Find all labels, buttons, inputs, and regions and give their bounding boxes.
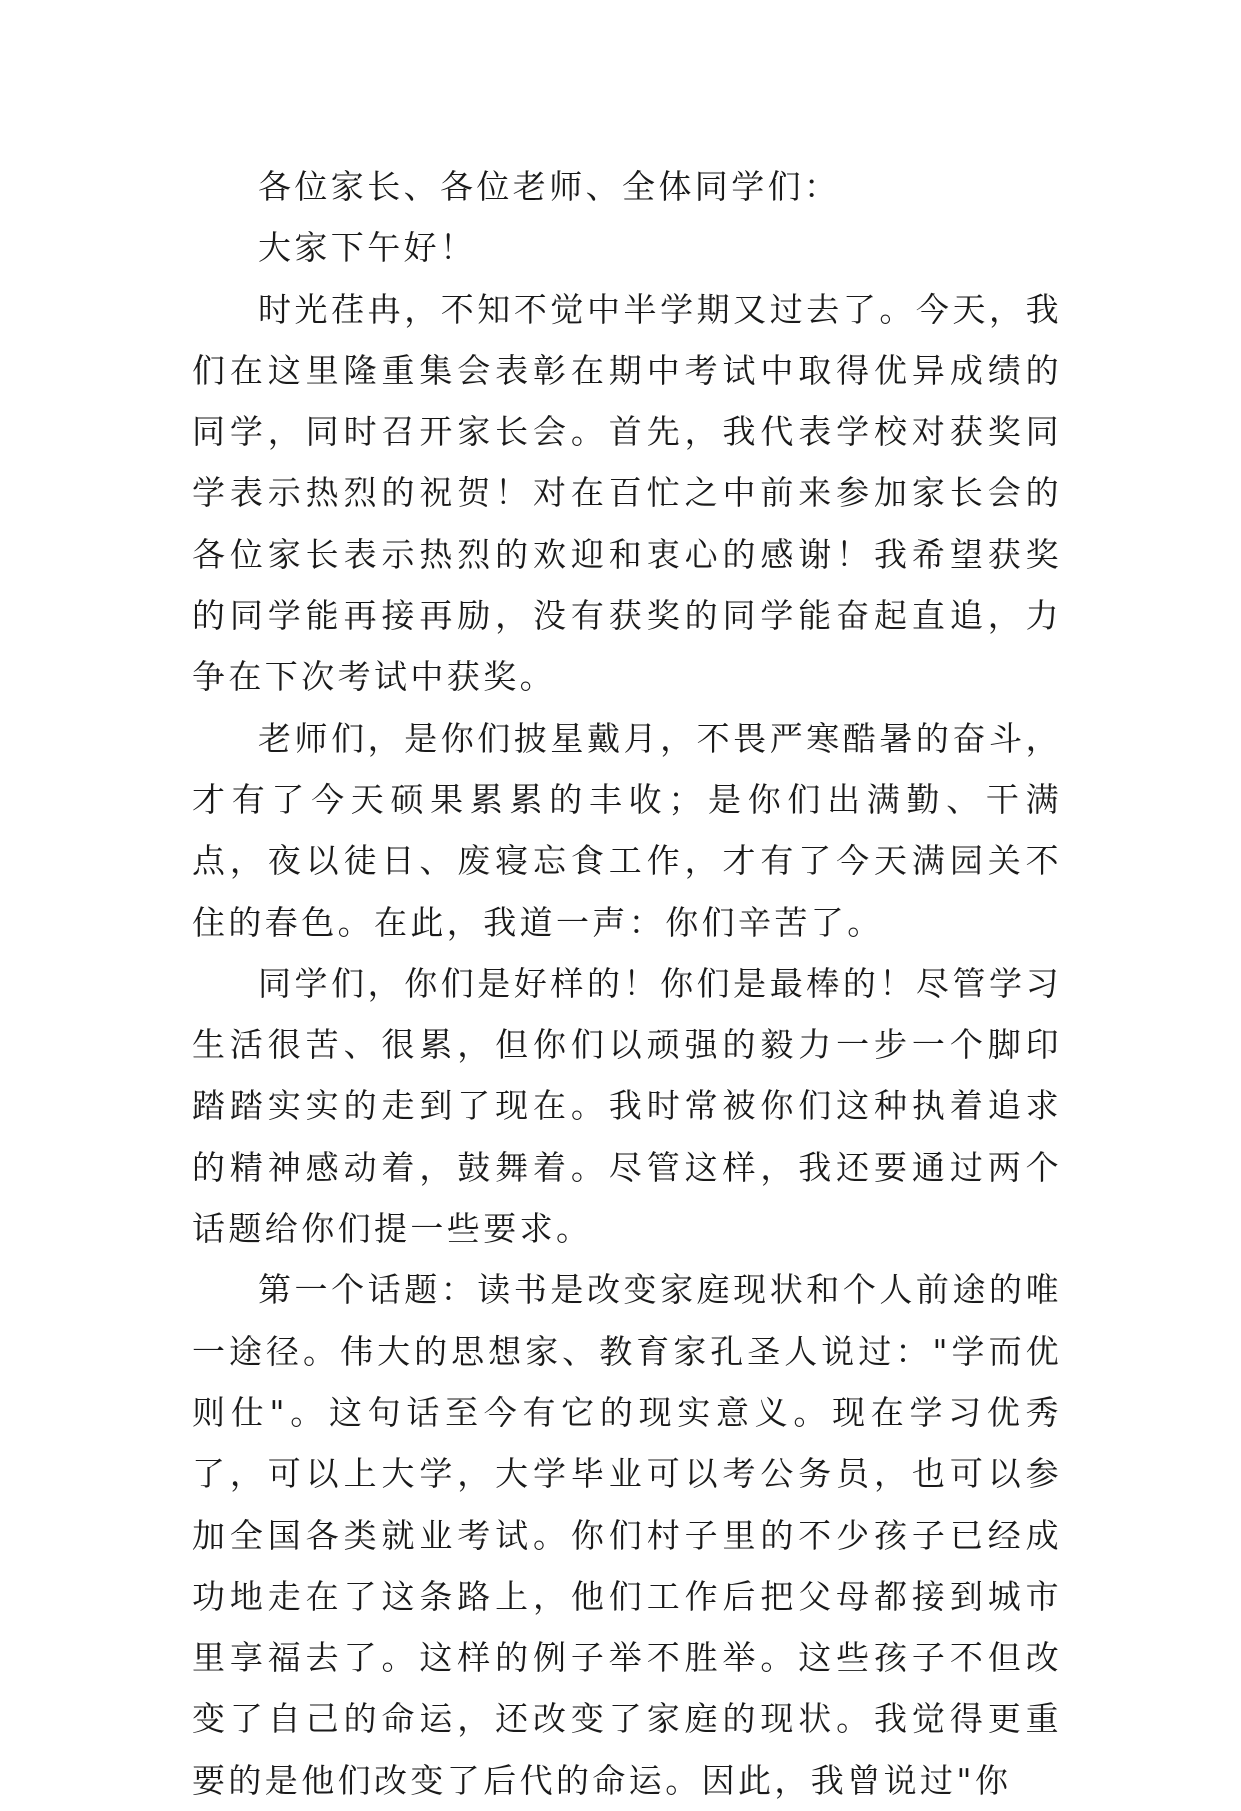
paragraph-students: 同学们，你们是好样的！你们是最棒的！尽管学习生活很苦、很累，但你们以顽强的毅力一步一个脚印踏踏实实的走到了现在。我时常被你们这种执着追求的精神感动着，鼓舞着。尽管这样，我还要通过两个话题给你们提一些要求。 — [192, 963, 1062, 1249]
paragraph-opening: 时光荏冉，不知不觉中半学期又过去了。今天，我们在这里隆重集会表彰在期中考试中取得优异成绩的同学，同时召开家长会。首先，我代表学校对获奖同学表示热烈的祝贺！对在百忙之中前来参加家长会的各位家长表示热烈的欢迎和衷心的感谢！我希望获奖的同学能再接再励，没有获奖的同学能奋起直追，力争在下次考试中获奖。 — [192, 289, 1062, 697]
document-body — [192, 156, 1062, 1811]
paragraph-teachers: 老师们，是你们披星戴月，不畏严寒酷暑的奋斗，才有了今天硕果累累的丰收；是你们出满勤、干满点，夜以徒日、废寝忘食工作，才有了今天满园关不住的春色。在此，我道一声：你们辛苦了。 — [192, 718, 1062, 942]
greeting: 大家下午好！ — [258, 228, 477, 268]
salutation: 各位家长、各位老师、全体同学们： — [258, 167, 841, 206]
paragraph-topic-one: 第一个话题：读书是改变家庭现状和个人前途的唯一途径。伟大的思想家、教育家孔圣人说过："学而优则仕"。这句话至今有它的现实意义。现在学习优秀了，可以上大学，大学毕业可以考公务员，也可以参加全国各类就业考试。你们村子里的不少孩子已经成功地走在了这条路上，他们工作后把父母都接到城市里享福去了。这样的例子举不胜举。这些孩子不但改变了自己的命运，还改变了家庭的现状。我觉得更重要的是他们改变了后代的命运。因此，我曾说过"你 — [192, 1270, 1062, 1800]
